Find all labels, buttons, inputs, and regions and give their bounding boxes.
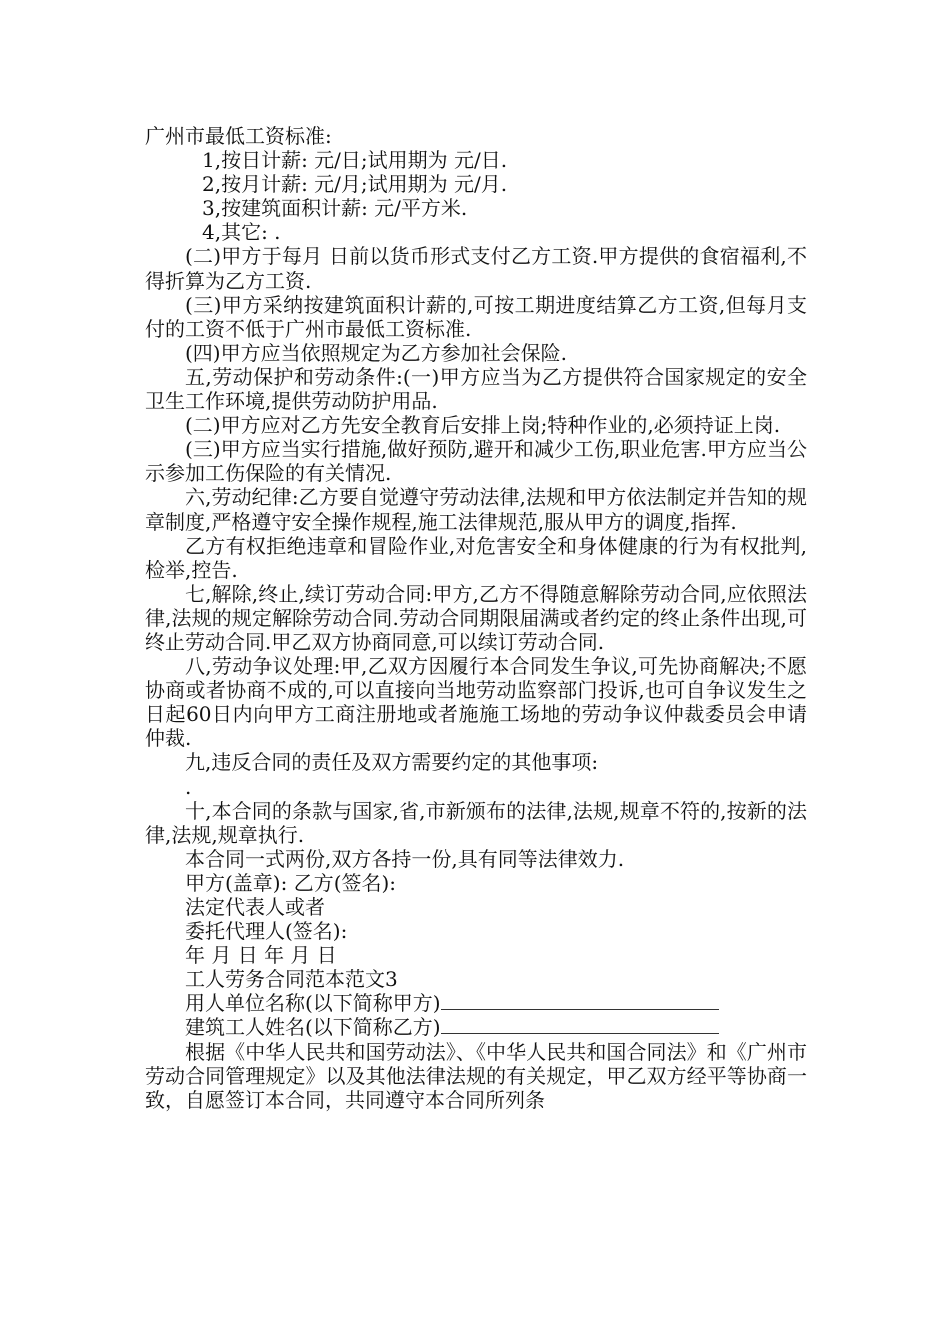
employer-name-line xyxy=(145,991,807,1015)
document-line: 1,按日计薪: 元/日;试用期为 元/日. xyxy=(202,148,508,173)
document-paragraph: . xyxy=(185,774,192,799)
document-paragraph: (三)甲方采纳按建筑面积计薪的,可按工期进度结算乙方工资,但每月支付的工资不低于广州市最低工资标准. xyxy=(145,292,807,341)
document-line: 4,其它: . xyxy=(202,220,281,245)
document-paragraph: (三)甲方应当实行措施,做好预防,避开和减少工伤,职业危害.甲方应当公示参加工伤保险的有关情况. xyxy=(145,437,807,486)
signature-line: 甲方(盖章): 乙方(签名): xyxy=(185,870,397,895)
employer-name-label: 用人单位名称(以下简称甲方) xyxy=(185,991,441,1016)
signature-line: 委托代理人(签名): xyxy=(185,919,348,944)
document-paragraph: 乙方有权拒绝违章和冒险作业,对危害安全和身体健康的行为有权批判,检举,控告. xyxy=(145,533,807,582)
signature-line: 法定代表人或者 xyxy=(185,895,325,919)
document-paragraph: (二)甲方应对乙方先安全教育后安排上岗;特种作业的,必须持证上岗. xyxy=(185,413,781,438)
section-title: 工人劳务合同范本范文3 xyxy=(185,967,398,992)
document-paragraph: 五,劳动保护和劳动条件:(一)甲方应当为乙方提供符合国家规定的安全卫生工作环境,提供劳动防护用品. xyxy=(145,364,807,414)
date-line: 年 月 日 年 月 日 xyxy=(185,943,337,968)
document-line: 2,按月计薪: 元/月;试用期为 元/月. xyxy=(202,172,508,197)
document-paragraph: 九,违反合同的责任及双方需要约定的其他事项: xyxy=(185,750,599,775)
worker-name-label: 建筑工人姓名(以下简称乙方) xyxy=(185,1015,441,1040)
document-paragraph: 十,本合同的条款与国家,省,市新颁布的法律,法规,规章不符的,按新的法律,法规,规章执行. xyxy=(145,798,807,847)
document-body xyxy=(145,124,807,1112)
document-line: 广州市最低工资标准: xyxy=(145,124,332,148)
document-paragraph: 本合同一式两份,双方各持一份,具有同等法律效力. xyxy=(185,846,625,871)
worker-name-blank xyxy=(441,1015,719,1034)
document-paragraph: (四)甲方应当依照规定为乙方参加社会保险. xyxy=(185,340,567,365)
document-paragraph: 七,解除,终止,续订劳动合同:甲方,乙方不得随意解除劳动合同,应依照法律,法规的规定解除劳动合同.劳动合同期限届满或者约定的终止条件出现,可终止劳动合同.甲乙双方协商同意,可以续订劳动合同. xyxy=(145,581,807,654)
document-paragraph: 根据《中华人民共和国劳动法》、《中华人民共和国合同法》和《广州市劳动合同管理规定》以及其他法律法规的有关规定，甲乙双方经平等协商一致，自愿签订本合同，共同遵守本合同所列条 xyxy=(145,1039,807,1112)
document-paragraph: (二)甲方于每月 日前以货币形式支付乙方工资.甲方提供的食宿福利,不得折算为乙方工资. xyxy=(145,244,807,293)
worker-name-line xyxy=(145,1015,807,1039)
document-paragraph: 八,劳动争议处理:甲,乙双方因履行本合同发生争议,可先协商解决;不愿协商或者协商不成的,可以直接向当地劳动监察部门投诉,也可自争议发生之日起60日内向甲方工商注册地或者施施工场地的劳动争议仲裁委员会申请仲裁. xyxy=(145,654,807,751)
document-line: 3,按建筑面积计薪: 元/平方米. xyxy=(202,196,468,221)
document-paragraph: 六,劳动纪律:乙方要自觉遵守劳动法律,法规和甲方依法制定并告知的规章制度,严格遵守安全操作规程,施工法律规范,服从甲方的调度,指挥. xyxy=(145,485,807,534)
employer-name-blank xyxy=(441,991,719,1010)
